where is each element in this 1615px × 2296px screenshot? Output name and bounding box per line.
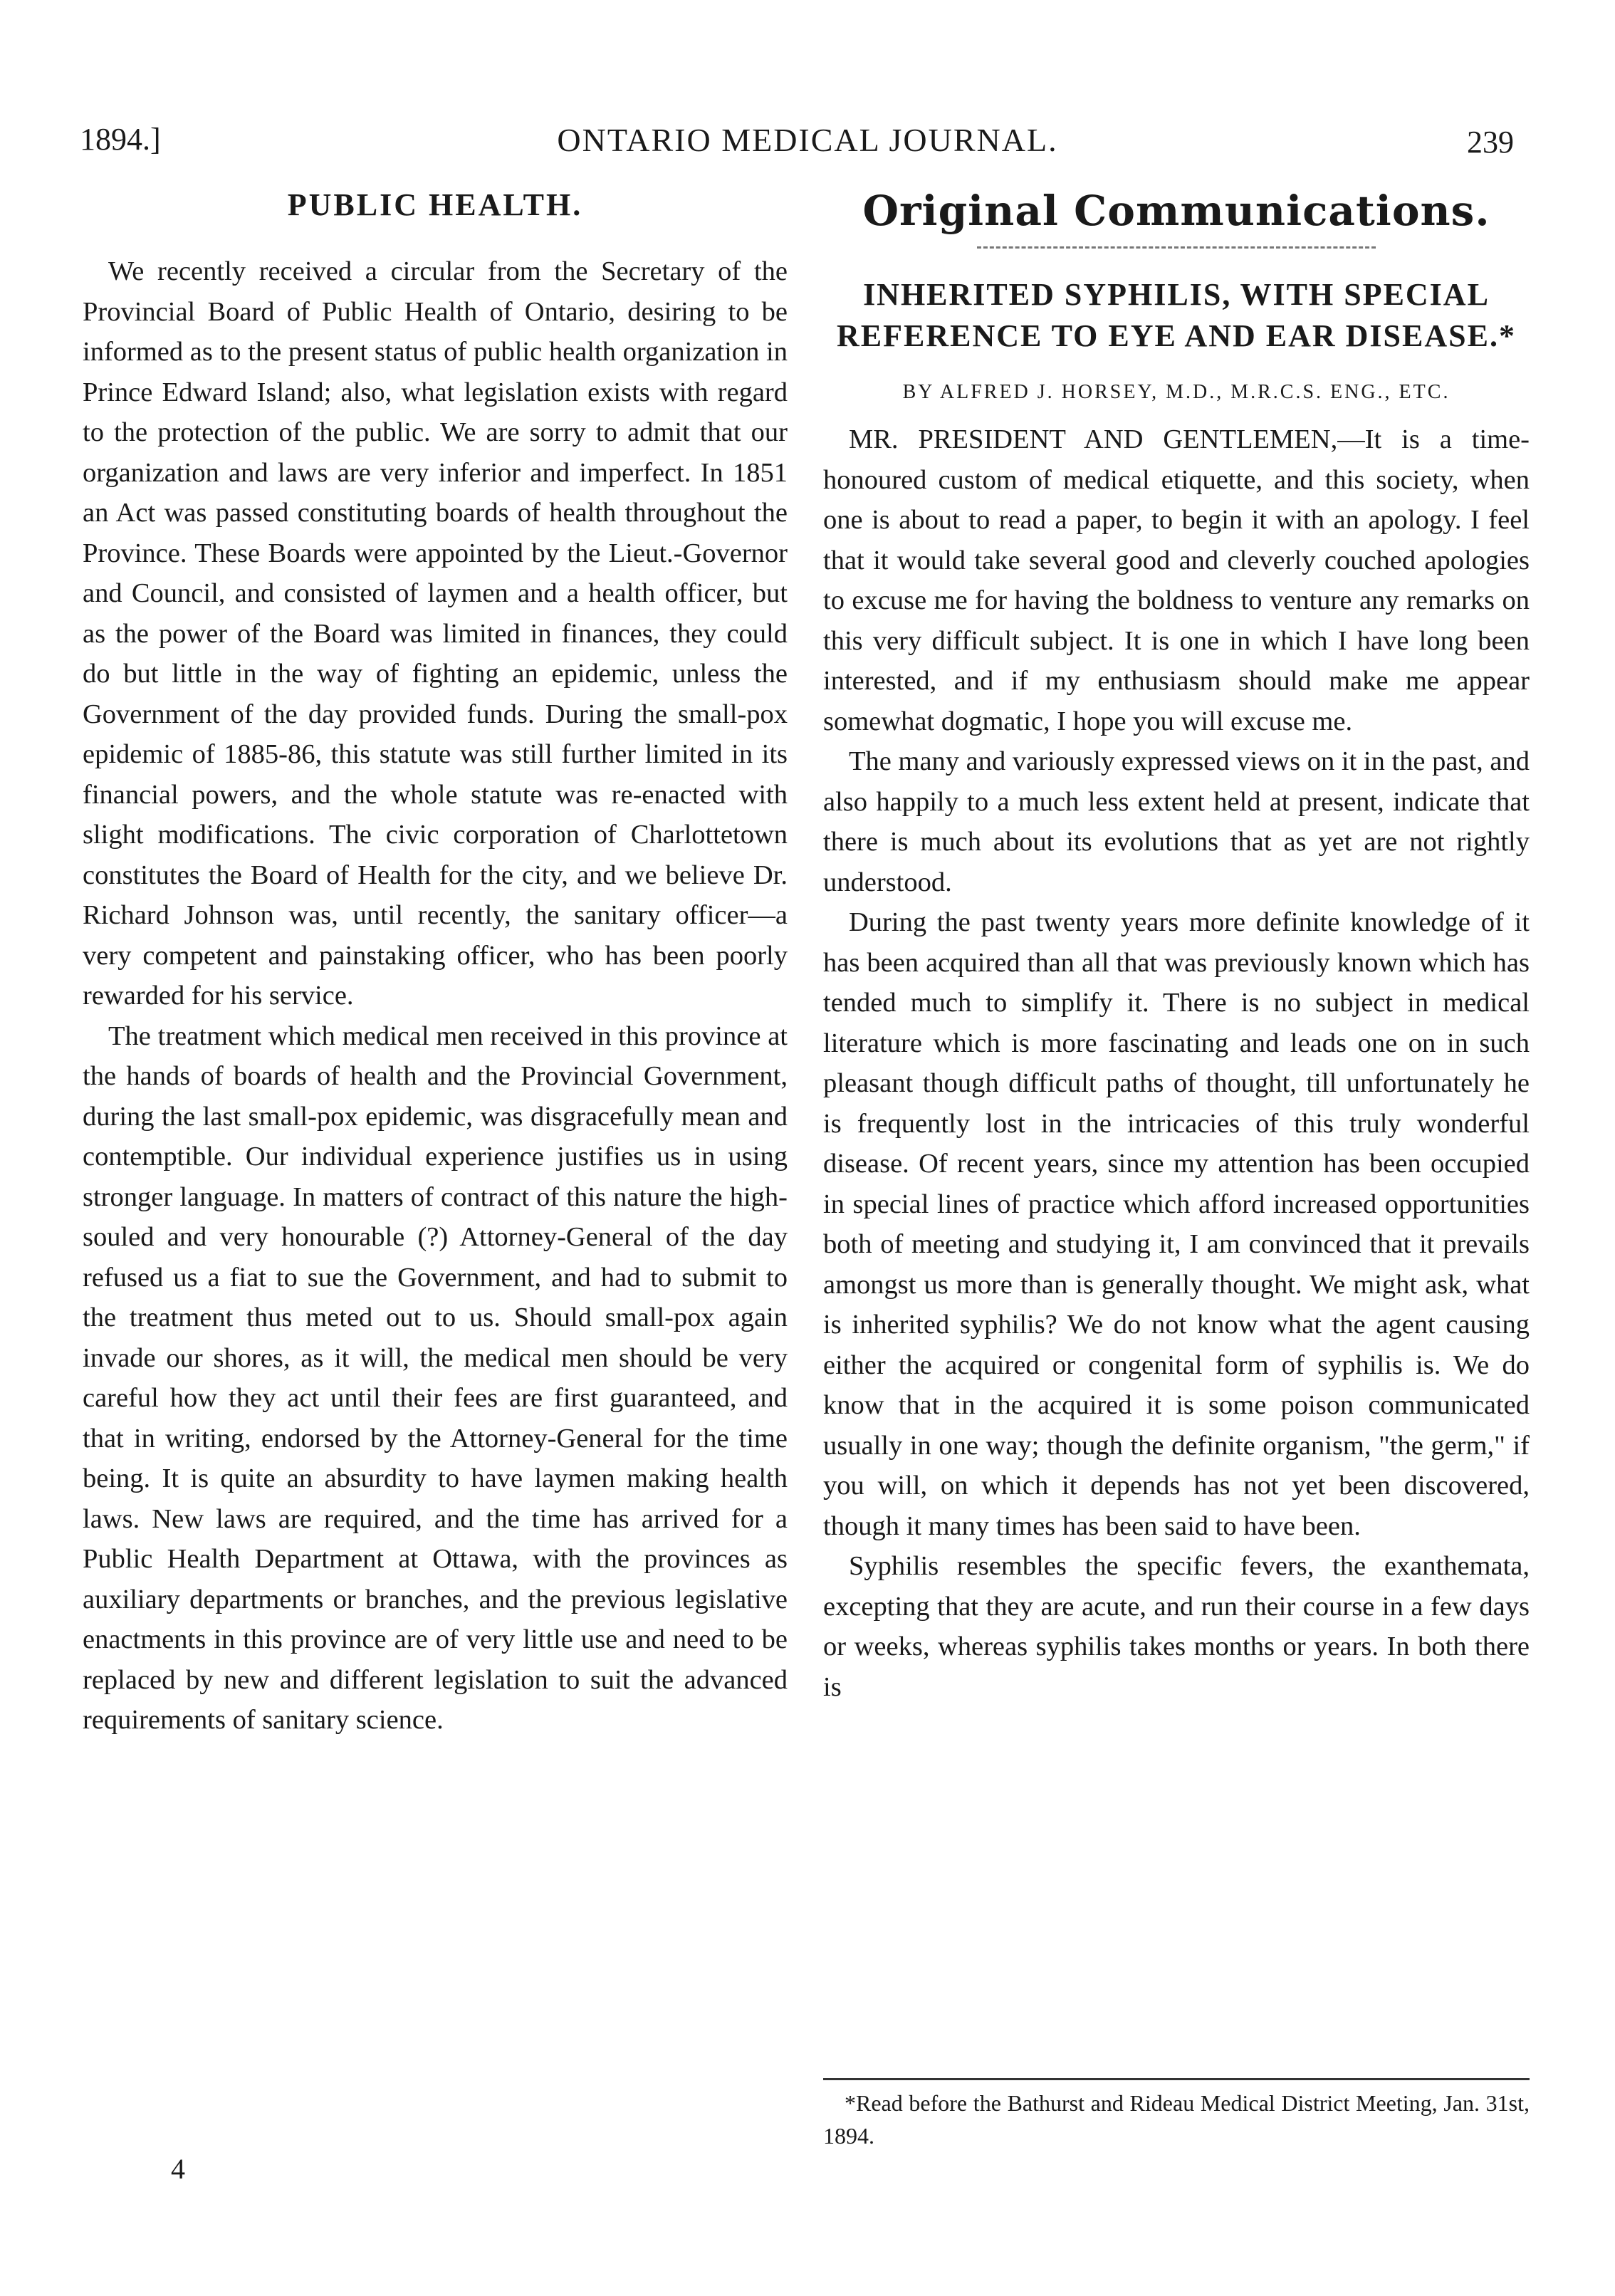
dashed-divider — [977, 246, 1376, 249]
byline: BY ALFRED J. HORSEY, M.D., M.R.C.S. ENG., ETC. — [902, 381, 1451, 403]
journal-title: ONTARIO MEDICAL JOURNAL. — [557, 122, 1058, 158]
paragraph: MR. PRESIDENT AND GENTLEMEN,—It is a time-honoured custom of medical etiquette, and this society, when one is about to read a paper, to begin it with an apology. I feel that it would take several good and cleverly couched apologies to excuse me for having the boldness to venture any remarks on this very difficult subject. It is one in which I have long been interested, and if my enthusiasm should make me appear somewhat dogmatic, I hope you will excuse me. — [823, 424, 1530, 736]
paragraph: We recently received a circular from the Secretary of the Provincial Board of Public Health of Ontario, desiring to be informed as to the present status of public health organization in Prince Edward Island; also, what legislation exists with regard to the protection of the public. We are sorry to admit that our organization and laws are very inferior and imperfect. In 1851 an Act was passed constituting boards of health throughout the Province. These Boards were appointed by the Lieut.-Governor and Council, and consisted of laymen and a health officer, but as the power of the Board was limited in finances, they could do but little in the way of fighting an epidemic, unless the Government of the day provided funds. During the small-pox epidemic of 1885-86, this statute was still further limited in its financial powers, and the whole statute was re-enacted with slight modifications. The civic corporation of Charlottetown constitutes the Board of Health for the city, and we believe Dr. Richard Johnson was, until recently, the sanitary officer—a very competent and painstaking officer, who has been poorly rewarded for his service. — [83, 256, 788, 1011]
article-title: INHERITED SYPHILIS, WITH SPECIAL REFERENCE TO EYE AND EAR DISEASE.* — [837, 277, 1516, 353]
paragraph: During the past twenty years more definite knowledge of it has been acquired than all that was previously known which has tended much to simplify it. There is no subject in medical literature which is more fascinating and leads one on in such pleasant though difficult paths of thought, till unfortunately he is frequently lost in the intricacies of this truly wonderful disease. Of recent years, since my attention has been occupied in special lines of practice which afford increased opportunities both of meeting and studying it, I am convinced that it prevails amongst us more than is generally thought. We might ask, what is inherited syphilis? We do not know what the agent causing either the acquired or congenital form of syphilis is. We do know that in the acquired it is some poison communicated usually in one way; though the definite organism, "the germ," if you will, on which it depends has not yet been discovered, though it many times has been said to have been. — [823, 907, 1530, 1541]
footnote: *Read before the Bathurst and Rideau Medical District Meeting, Jan. 31st, 1894. — [823, 2090, 1530, 2149]
right-column — [823, 187, 1530, 1707]
page-number: 239 — [1467, 125, 1514, 160]
running-head — [0, 121, 1615, 171]
left-column — [83, 187, 788, 1741]
public-health-title: PUBLIC HEALTH. — [287, 187, 583, 222]
paragraph: Syphilis resembles the specific fevers, the exanthemata, excepting that they are acute, and run their course in a few days or weeks, whereas syphilis takes months or years. In both there is — [823, 1551, 1530, 1702]
footnote-divider — [823, 2078, 1530, 2080]
paragraph: The treatment which medical men received in this province at the hands of boards of health and the Provincial Government, during the last small-pox epidemic, was disgracefully mean and contemptible. Our individual experience justifies us in using stronger language. In matters of contract of this nature the high-souled and very honourable (?) Attorney-General of the day refused us a fiat to sue the Government, and had to submit to the treatment thus meted out to us. Should small-pox again invade our shores, as it will, the medical men should be very careful how they act until their fees are first guaranteed, and that in writing, endorsed by the Attorney-General for the time being. It is quite an absurdity to have laymen making health laws. New laws are required, and the time has arrived for a Public Health Department at Ottawa, with the provinces as auxiliary departments or branches, and the previous legislative enactments in this province are of very little use and need to be replaced by new and different legislation to suit the advanced requirements of sanitary science. — [83, 1021, 788, 1735]
paragraph: The many and variously expressed views on it in the past, and also happily to a much less extent held at present, indicate that there is much about its evolutions that as yet are not rightly understood. — [823, 746, 1530, 897]
header-year: 1894.] — [80, 122, 161, 157]
original-communications-heading: Original Communications. — [862, 187, 1490, 235]
signature-folio: 4 — [171, 2153, 185, 2185]
